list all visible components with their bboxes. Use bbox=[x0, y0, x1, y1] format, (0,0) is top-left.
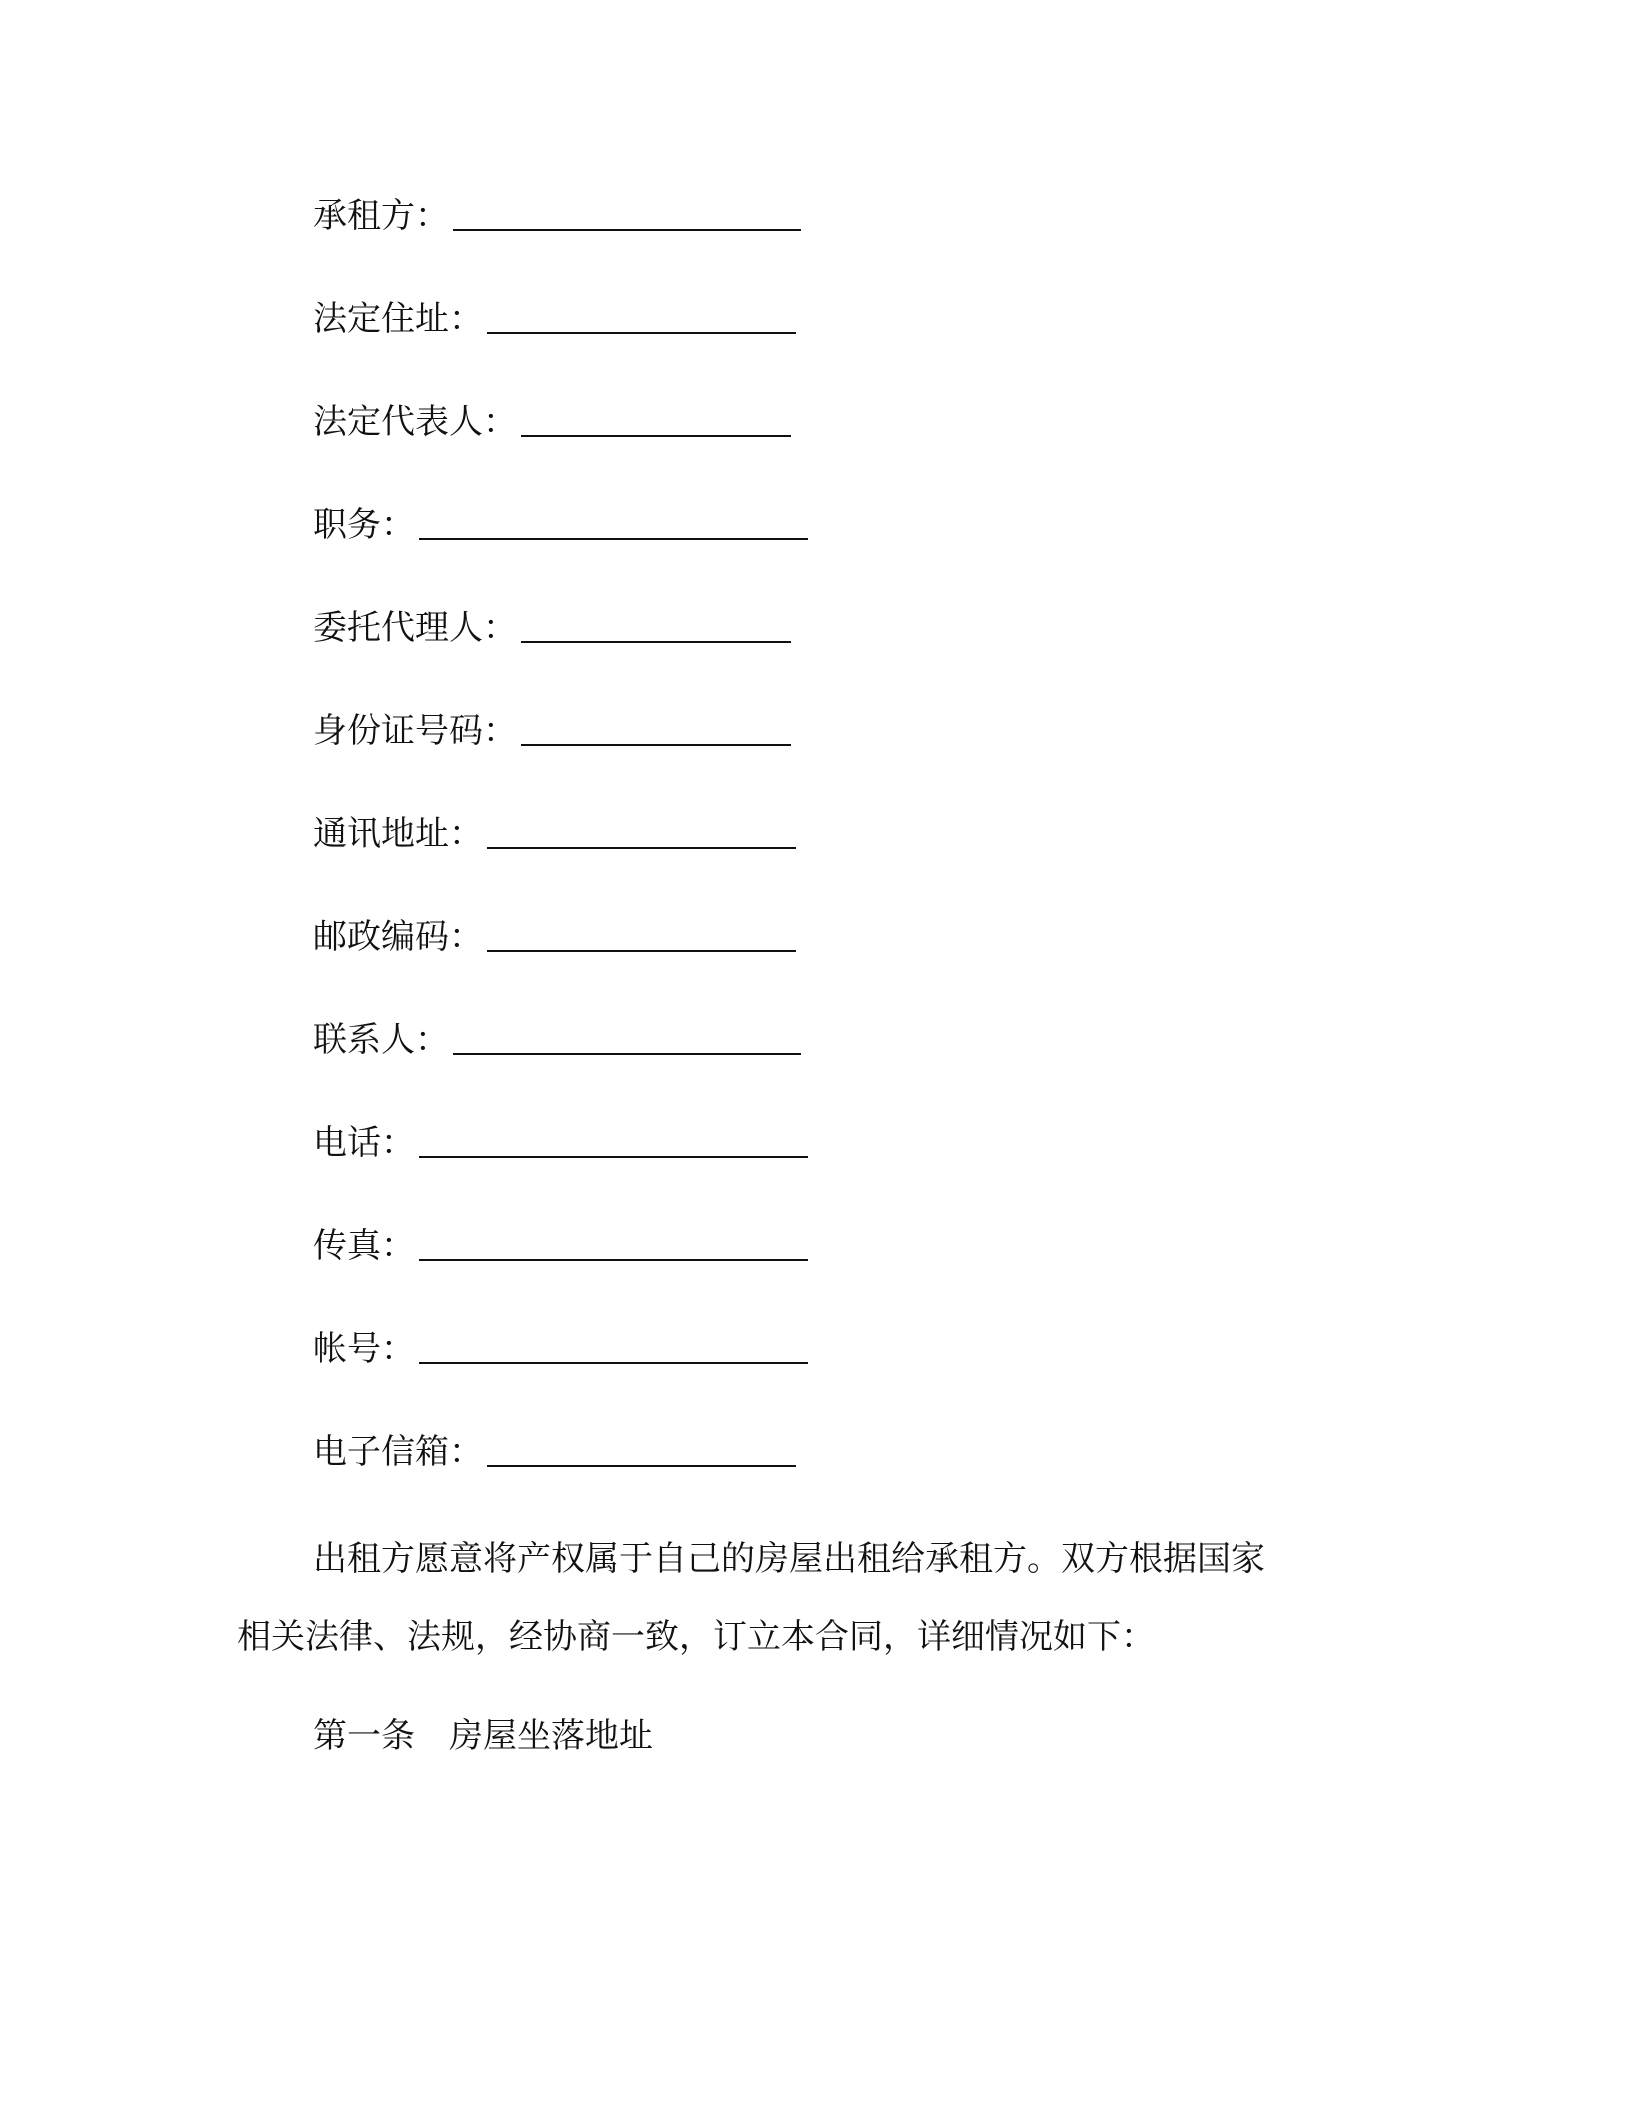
fill-in-blank[interactable] bbox=[453, 199, 801, 231]
field-contact-person bbox=[313, 1016, 801, 1064]
field-label: 身份证号码： bbox=[313, 711, 517, 751]
fill-in-blank[interactable] bbox=[487, 1435, 796, 1467]
body-paragraph-line-1: 出租方愿意将产权属于自己的房屋出租给承租方。双方根据国家 bbox=[313, 1539, 1265, 1579]
field-mailing-address bbox=[313, 810, 796, 858]
fill-in-blank[interactable] bbox=[487, 920, 796, 952]
field-label: 电子信箱： bbox=[313, 1432, 483, 1472]
field-label: 委托代理人： bbox=[313, 608, 517, 648]
field-label: 传真： bbox=[313, 1226, 415, 1266]
field-lessee bbox=[313, 192, 801, 240]
fill-in-blank[interactable] bbox=[487, 302, 796, 334]
article-heading: 第一条 房屋坐落地址 bbox=[313, 1716, 653, 1756]
field-label: 法定代表人： bbox=[313, 402, 517, 442]
field-phone bbox=[313, 1119, 808, 1167]
fill-in-blank[interactable] bbox=[521, 611, 791, 643]
field-legal-address bbox=[313, 295, 796, 343]
fill-in-blank[interactable] bbox=[487, 817, 796, 849]
fill-in-blank[interactable] bbox=[419, 508, 808, 540]
fill-in-blank[interactable] bbox=[419, 1332, 808, 1364]
field-email bbox=[313, 1428, 796, 1476]
body-paragraph-line-2: 相关法律、法规，经协商一致，订立本合同，详细情况如下： bbox=[237, 1617, 1155, 1657]
fill-in-blank[interactable] bbox=[521, 714, 791, 746]
field-agent bbox=[313, 604, 791, 652]
field-label: 邮政编码： bbox=[313, 917, 483, 957]
field-label: 电话： bbox=[313, 1123, 415, 1163]
field-id-number bbox=[313, 707, 791, 755]
field-account bbox=[313, 1325, 808, 1373]
field-label: 帐号： bbox=[313, 1329, 415, 1369]
field-postal-code bbox=[313, 913, 796, 961]
field-label: 承租方： bbox=[313, 196, 449, 236]
field-label: 法定住址： bbox=[313, 299, 483, 339]
fill-in-blank[interactable] bbox=[521, 405, 791, 437]
fill-in-blank[interactable] bbox=[419, 1126, 808, 1158]
field-label: 职务： bbox=[313, 505, 415, 545]
field-label: 联系人： bbox=[313, 1020, 449, 1060]
field-legal-representative bbox=[313, 398, 791, 446]
fill-in-blank[interactable] bbox=[453, 1023, 801, 1055]
field-label: 通讯地址： bbox=[313, 814, 483, 854]
field-position bbox=[313, 501, 808, 549]
fill-in-blank[interactable] bbox=[419, 1229, 808, 1261]
field-fax bbox=[313, 1222, 808, 1270]
